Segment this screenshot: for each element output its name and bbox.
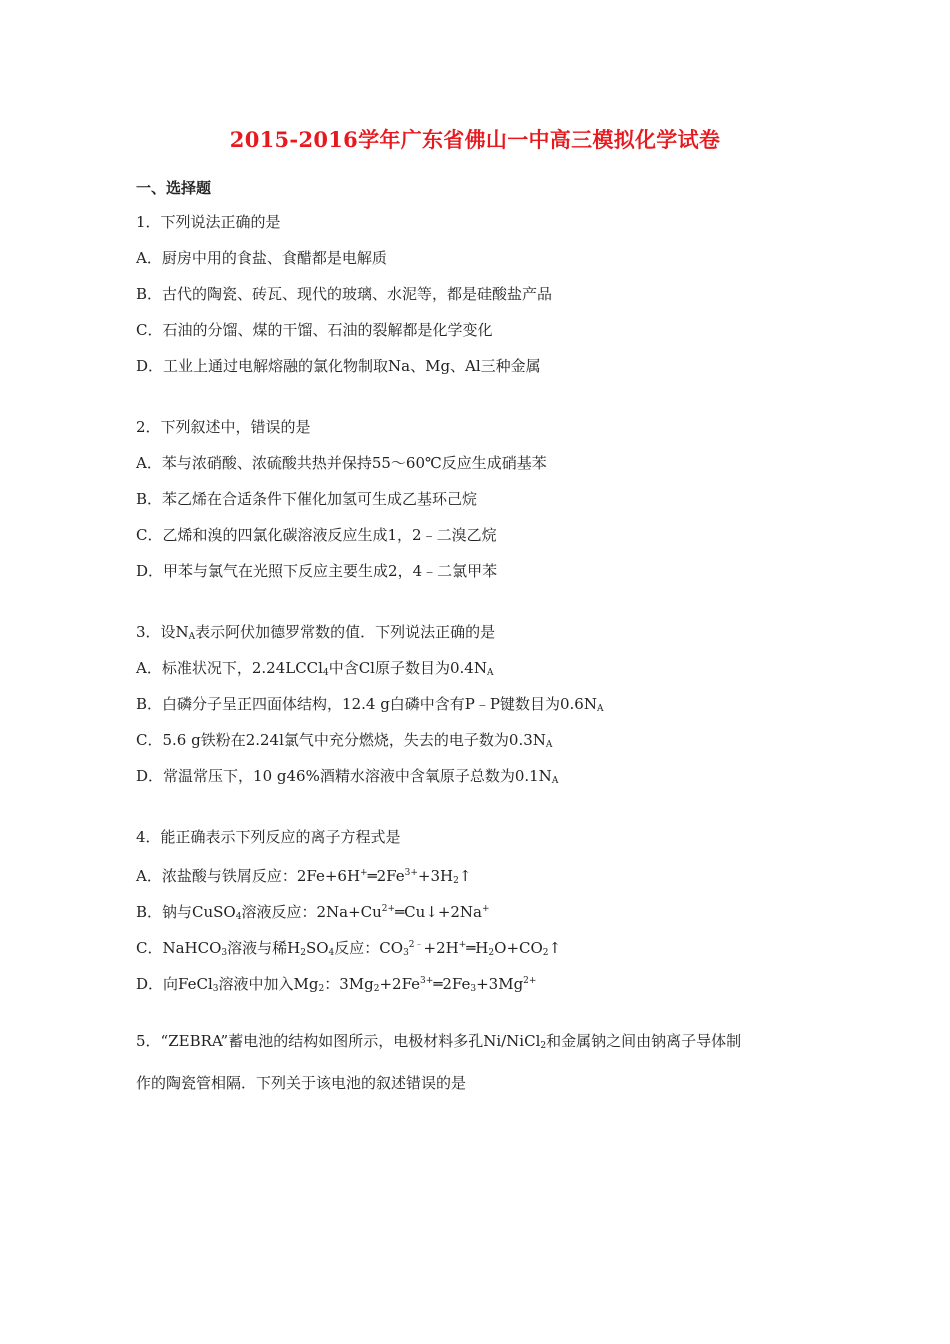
question-5-stem-line-2: 作的陶瓷管相隔．下列关于该电池的叙述错误的是 — [136, 1074, 467, 1092]
question-2-option-c: C．乙烯和溴的四氯化碳溶液反应生成1，2﹣二溴乙烷 — [136, 526, 497, 544]
question-5-stem-line-1: 5．“ZEBRA”蓄电池的结构如图所示，电极材料多孔Ni/NiCl$_2$和金属钠之间由钠离子导体制 — [136, 1032, 742, 1051]
question-3-option-b: B．白磷分子呈正四面体结构，12.4 g白磷中含有P﹣P键数目为$0.6N_A$ — [136, 695, 604, 714]
question-3-option-a: A．标准状况下，2.24LCCl$_4$中含Cl原子数目为$0.4N_A$ — [136, 659, 494, 678]
section-heading: 一、选择题 — [136, 179, 212, 197]
question-1-stem: 1．下列说法正确的是 — [136, 213, 281, 231]
question-2-stem: 2．下列叙述中，错误的是 — [136, 418, 311, 436]
question-3-option-c: C．5.6 g铁粉在2.24l氯气中充分燃烧，失去的电子数为$0.3N_A$ — [136, 731, 553, 750]
question-4-stem: 4．能正确表示下列反应的离子方程式是 — [136, 828, 401, 846]
question-3-stem: 3．设$N_A$表示阿伏加德罗常数的值．下列说法正确的是 — [136, 623, 496, 642]
question-3-option-d: D．常温常压下，10 g46%酒精水溶液中含氧原子总数为$0.1N_A$ — [136, 767, 559, 786]
question-2-option-b: B．苯乙烯在合适条件下催化加氢可生成乙基环己烷 — [136, 490, 478, 508]
question-1-option-b: B．古代的陶瓷、砖瓦、现代的玻璃、水泥等，都是硅酸盐产品 — [136, 285, 553, 303]
question-1-option-a: A．厨房中用的食盐、食醋都是电解质 — [136, 249, 387, 267]
question-4-option-a: A．浓盐酸与铁屑反应：$2Fe+6H^+═2Fe^{3+}+3H_2↑$ — [136, 867, 472, 886]
question-2-option-d: D．甲苯与氯气在光照下反应主要生成2，4﹣二氯甲苯 — [136, 562, 498, 580]
question-2-option-a: A．苯与浓硝酸、浓硫酸共热并保持55～60℃反应生成硝基苯 — [136, 454, 547, 472]
question-4-option-c: C．NaHCO$_3$溶液与稀$H_2SO_4$反应：$CO_3^{2﹣}+2H^+═H_2O+CO_2↑$ — [136, 939, 562, 958]
question-1-option-d: D．工业上通过电解熔融的氯化物制取Na、Mg、Al三种金属 — [136, 357, 541, 375]
question-4-option-d: D．向FeCl$_3$溶液中加入$Mg_2$：$3Mg_2+2Fe^{3+}═2Fe_3+3Mg^{2+}$ — [136, 975, 537, 994]
question-1-option-c: C．石油的分馏、煤的干馏、石油的裂解都是化学变化 — [136, 321, 493, 339]
question-4-option-b: B．钠与CuSO$_4$溶液反应：$2Na+Cu^{2+}═Cu↓+2Na^+$ — [136, 903, 490, 922]
page-title: 2015-2016学年广东省佛山一中高三模拟化学试卷 — [229, 127, 721, 152]
